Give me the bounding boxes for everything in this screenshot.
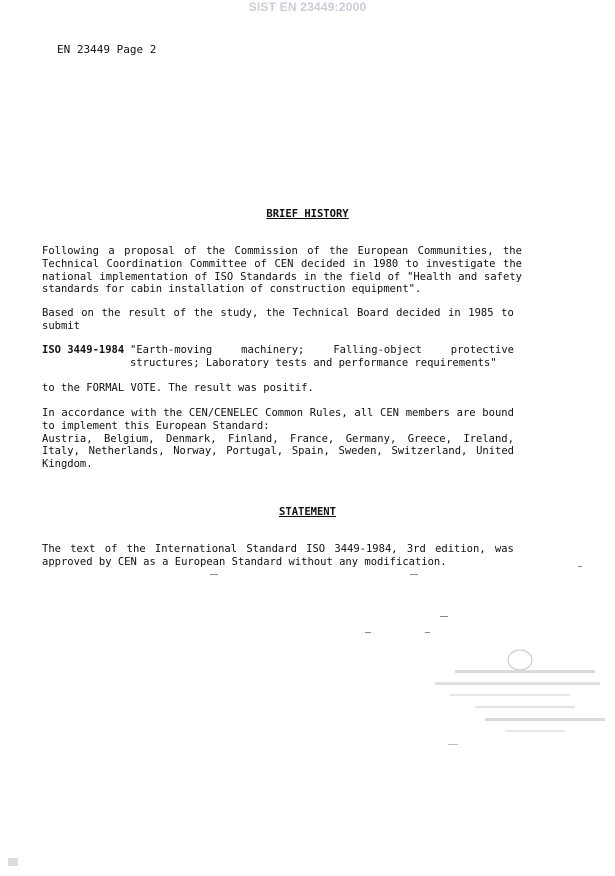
word: proposal [124, 245, 175, 257]
standard-title-line-1 [130, 344, 514, 357]
word: in [352, 257, 366, 270]
word: the [323, 270, 343, 283]
word: 3rd [406, 543, 426, 555]
page-reference: EN 23449 Page 2 [57, 43, 157, 56]
stamp-seal-icon [425, 640, 605, 750]
word: the [163, 407, 183, 419]
word: the [126, 543, 146, 555]
history-paragraph-4 [42, 407, 514, 471]
scan-speck [425, 632, 430, 633]
word: Committee [189, 257, 247, 270]
word: Based [42, 307, 74, 319]
word: machinery; [241, 344, 305, 356]
word: text [70, 543, 96, 555]
word: Finland, [228, 432, 279, 445]
word: Greece, [407, 432, 452, 445]
word: of [307, 245, 320, 257]
word: Coordination [106, 257, 183, 270]
word: safety [484, 270, 522, 283]
scan-speck [210, 574, 218, 575]
word: members [405, 407, 450, 419]
word: Board [356, 307, 389, 319]
word: Standard [246, 543, 297, 555]
word: France, [290, 432, 335, 445]
word: the [329, 245, 349, 257]
word: decided [396, 307, 441, 319]
justified-line [42, 407, 514, 420]
standard-title-line-2: structures; Laboratory tests and performance requirements" [130, 356, 497, 369]
word: the [101, 307, 121, 319]
formal-vote-line: to the FORMAL VOTE. The result was positif. [42, 382, 314, 394]
word: Communities, [417, 245, 494, 257]
word: the [193, 307, 213, 319]
scan-speck [410, 574, 418, 575]
word: and [458, 270, 478, 283]
word: the [206, 245, 226, 257]
word: of [173, 307, 187, 319]
word: "Health [407, 270, 452, 283]
scan-speck [365, 632, 371, 633]
word: Germany, [345, 432, 397, 445]
word: ISO [214, 270, 234, 283]
justified-line [42, 445, 514, 458]
word: Austria, [42, 432, 93, 445]
word: of [104, 543, 118, 555]
history-paragraph-2 [42, 307, 514, 333]
word: of [194, 270, 208, 283]
word: Technical [42, 257, 99, 270]
word: Commission [234, 245, 298, 257]
text-line: Kingdom. [42, 458, 93, 471]
text-line: standards for cabin installation of construction equipment". [42, 283, 422, 296]
word: CEN/CENELEC [188, 407, 259, 419]
scan-speck [8, 858, 18, 866]
justified-line [42, 307, 514, 320]
word: CEN [380, 407, 399, 419]
standard-code: ISO 3449-1984 [42, 344, 125, 356]
justified-line [42, 543, 514, 556]
word: Denmark, [166, 432, 217, 445]
word: In [42, 407, 55, 419]
word: the [503, 257, 522, 270]
word: national [42, 270, 93, 283]
word: of [387, 270, 401, 283]
word: Switzerland, [391, 445, 468, 458]
word: bound [482, 407, 514, 419]
word: of [254, 257, 267, 270]
word: Rules, [309, 407, 348, 419]
word: Portugal, [226, 445, 284, 458]
justified-line [42, 245, 522, 258]
word: Belgium, [104, 432, 155, 445]
word: accordance [61, 407, 125, 419]
word: "Earth-moving [130, 344, 213, 356]
word: all [354, 407, 374, 419]
word: Falling-object [333, 344, 422, 356]
word: Spain, [291, 445, 330, 458]
statement-heading: STATEMENT [279, 506, 336, 518]
word: Technical [292, 307, 350, 319]
history-paragraph-3 [42, 382, 522, 395]
word: 1985 [468, 307, 494, 319]
standard-title [130, 344, 514, 370]
word: are [456, 407, 476, 419]
justified-line [42, 258, 522, 271]
word: the [502, 245, 522, 257]
statement-paragraph [42, 543, 514, 569]
word: on [81, 307, 94, 319]
justified-line [42, 271, 522, 284]
word: CEN [274, 257, 294, 270]
word: Sweden, [338, 445, 383, 458]
text-line: approved by CEN as a European Standard without any modification. [42, 555, 447, 568]
word: Standards [240, 270, 297, 283]
word: Following [42, 245, 99, 257]
word: protective [450, 344, 514, 356]
word: implementation [99, 270, 188, 283]
word: 1980 [372, 257, 399, 270]
word: 3449-1984, [334, 543, 398, 555]
word: International [154, 543, 238, 555]
word: field [349, 270, 381, 283]
brief-history-heading: BRIEF HISTORY [266, 208, 349, 220]
text-line: to implement this European Standard: [42, 419, 270, 432]
watermark: SIST EN 23449:2000 [248, 0, 367, 14]
word: Italy, [42, 445, 80, 458]
word: United [476, 445, 514, 458]
word: ISO [306, 543, 326, 555]
word: was [494, 543, 514, 555]
word: European [357, 245, 409, 257]
justified-line [42, 433, 514, 446]
word: a [108, 245, 115, 257]
word: study, [220, 307, 259, 319]
word: edition, [435, 543, 486, 555]
word: Ireland, [463, 432, 514, 445]
word: the [265, 307, 285, 319]
scan-speck [440, 616, 448, 617]
word: to [501, 307, 514, 319]
word: in [448, 307, 461, 319]
text-line: submit [42, 319, 80, 332]
word: to [405, 257, 419, 270]
history-paragraph-1 [42, 245, 522, 296]
word: result [128, 307, 166, 319]
word: Common [265, 407, 304, 419]
word: decided [300, 257, 346, 270]
word: investigate [425, 257, 496, 270]
word: Norway, [173, 445, 218, 458]
standard-reference [42, 344, 514, 370]
word: with [131, 407, 157, 419]
word: Netherlands, [88, 445, 165, 458]
word: of [184, 245, 197, 257]
scan-speck [578, 566, 582, 567]
word: The [42, 543, 61, 555]
scan-speck [448, 744, 458, 745]
word: in [303, 270, 317, 283]
